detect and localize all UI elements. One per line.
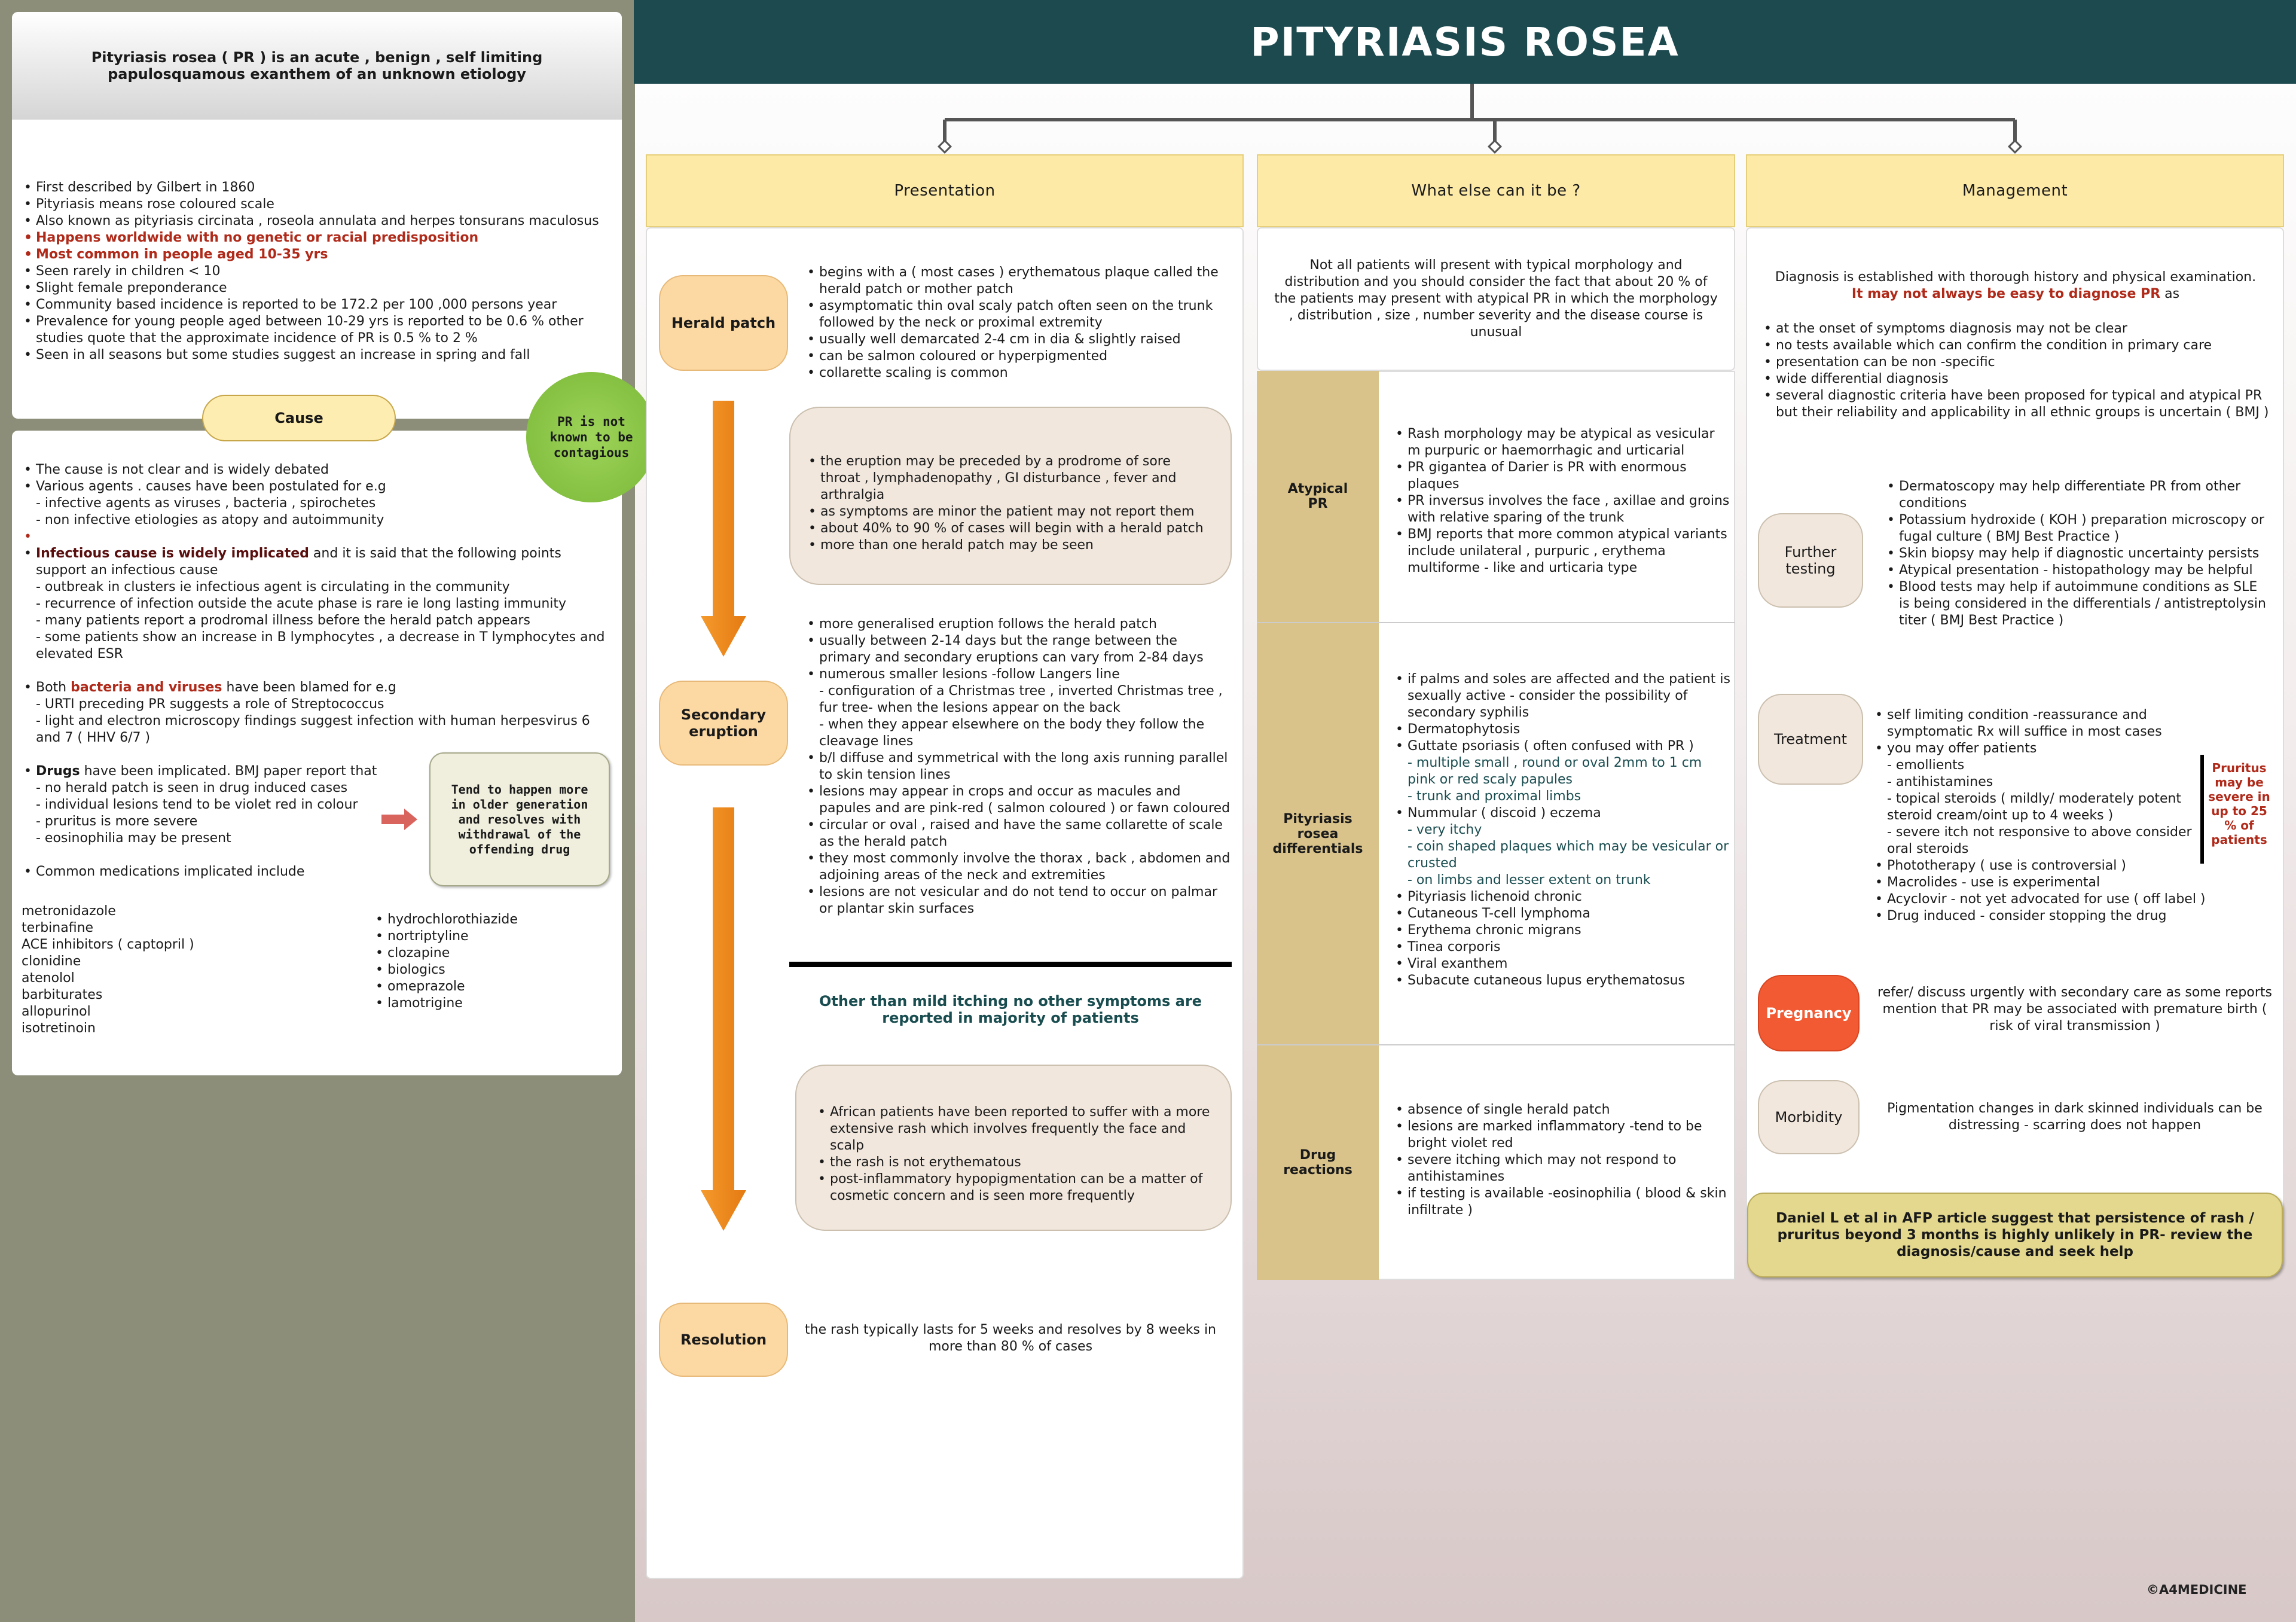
diagnosis-list [1764, 321, 2278, 421]
drug-item: • omeprazole [387, 978, 518, 995]
secondary-item: • lesions are not vesicular and do not tend to occur on palmar or plantar skin surfaces [819, 884, 1231, 917]
treatment-item: • Macrolides - use is experimental [1887, 874, 2210, 891]
testing-list [1887, 478, 2270, 629]
cause-infectious [36, 545, 610, 579]
atypical-item: • PR inversus involves the face , axillae and groins with relative sparing of the trunk [1407, 493, 1730, 526]
drug-reactions-label: Drug reactions [1283, 1148, 1352, 1178]
older-generation-note [429, 752, 610, 886]
older-note-text: Tend to happen more in older generation and resolves with withdrawal of the offending drug [451, 782, 588, 856]
right-arrow-icon [380, 807, 419, 831]
copyright-text: ©A4MEDICINE [2147, 1583, 2247, 1597]
morbidity-text-content: Pigmentation changes in dark skinned individuals can be distressing - scarring does not happen [1887, 1101, 2263, 1133]
atypical-item: • BMJ reports that more common atypical variants include unilateral , purpuric , erythema multiforme - like and urticaria type [1407, 526, 1730, 577]
cause-subitem: - eosinophilia may be present [36, 831, 231, 846]
cause-subitem: - no herald patch is seen in drug induced cases [36, 780, 348, 795]
pr-differentials-cell [1257, 623, 1379, 1044]
page-title: PITYRIASIS ROSEA [1250, 19, 1680, 65]
further-testing-label: Further testing [1784, 544, 1837, 577]
secondary-item: • circular or oval , raised and have the same collarette of scale as the herald patch [819, 817, 1231, 850]
management-header-label: Management [1962, 182, 2068, 200]
drug-item: terbinafine [22, 920, 94, 935]
morbidity-text [1877, 1100, 2272, 1134]
drug-reaction-item: • absence of single herald patch [1407, 1102, 1730, 1118]
prodrome-callout [789, 407, 1232, 585]
prodrome-item: • the eruption may be preceded by a prodrome of sore throat , lymphadenopathy , GI disturbance , fever and arthralgia [820, 453, 1213, 504]
differentials-intro-text: Not all patients will present with typical morphology and distribution and you should consider the fact that about 20 % of the patients may present with atypical PR in which the morphology , distribution , size , number severity and the disease course is unusual [1274, 258, 1718, 340]
title-bar [634, 0, 2296, 84]
cause-subitem: - individual lesions tend to be violet red in colour [36, 797, 358, 812]
intro-item-highlight: • Most common in people aged 10-35 yrs [36, 246, 610, 263]
differential-item: - coin shaped plaques which may be vesicular or crusted [1407, 839, 1729, 871]
pruritus-note-text: Pruritus may be severe in up to 25 % of patients [2208, 761, 2270, 847]
diagnosis-item: • several diagnostic criteria have been proposed for typical and atypical PR but their reliability and applicability in all ethnic groups is uncertain ( BMJ ) [1776, 388, 2278, 421]
treatment-list [1875, 707, 2210, 925]
treatment-item: - severe itch not responsive to above consider oral steroids [1887, 825, 2192, 856]
differential-item: • Viral exanthem [1407, 956, 1730, 972]
african-callout [795, 1065, 1232, 1231]
intro-heading: Pityriasis rosea ( PR ) is an acute , benign , self limiting papulosquamous exanthem of an unknown etiology [91, 49, 543, 83]
treatment-item: • Phototherapy ( use is controversial ) [1887, 858, 2210, 874]
cause-spacer [36, 529, 610, 545]
intro-item: • First described by Gilbert in 1860 [36, 179, 610, 196]
drug-reactions-list [1396, 1102, 1730, 1219]
prodrome-item: • about 40% to 90 % of cases will begin with a herald patch [820, 520, 1213, 537]
infectious-text: and it is said that the following points support an infectious cause [36, 546, 561, 578]
secondary-item: • numerous smaller lesions -follow Langers line [819, 666, 1231, 683]
further-testing-label-box [1758, 513, 1863, 608]
testing-item: • Dermatoscopy may help differentiate PR from other conditions [1899, 478, 2270, 512]
herald-item: • usually well demarcated 2-4 cm in dia & slightly raised [819, 331, 1226, 348]
differential-item: • Tinea corporis [1407, 939, 1730, 956]
diagnosis-line-2 [1755, 286, 2276, 303]
intro-item: • Slight female preponderance [36, 280, 610, 297]
bacteria-highlight: bacteria and viruses [71, 680, 222, 695]
differential-item: - very itchy [1407, 822, 1482, 837]
title-connectors [634, 84, 2296, 156]
drug-item: ACE inhibitors ( captopril ) [22, 937, 194, 952]
diagnosis-item: • no tests available which can confirm the condition in primary care [1776, 337, 2278, 354]
intro-item: • Pityriasis means rose coloured scale [36, 196, 610, 213]
pregnancy-label-box [1758, 975, 1860, 1051]
secondary-eruption-label: Secondary eruption [680, 706, 767, 740]
pr-differentials-label: Pityriasis rosea differentials [1272, 811, 1363, 856]
pregnancy-text-content: refer/ discuss urgently with secondary care as some reports mention that PR may be associated with premature birth ( risk of viral transmission ) [1877, 985, 2272, 1033]
copyright [2147, 1583, 2247, 1597]
prodrome-item: • as symptoms are minor the patient may not report them [820, 504, 1213, 520]
african-item: • post-inflammatory hypopigmentation can be a matter of cosmetic concern and is seen more frequently [830, 1171, 1213, 1205]
intro-item: • Community based incidence is reported to be 172.2 per 100 ,000 persons year [36, 297, 610, 313]
daniel-note [1747, 1193, 2283, 1278]
intro-heading-band [12, 12, 622, 120]
management-header [1746, 154, 2284, 227]
differential-item: • Dermatophytosis [1407, 721, 1730, 738]
atypical-pr-cell [1257, 371, 1379, 622]
intro-list [24, 179, 610, 364]
cause-spacer [36, 663, 610, 679]
intro-item: • Seen rarely in children < 10 [36, 263, 610, 280]
cause-subitem: - some patients show an increase in B lymphocytes , a decrease in T lymphocytes and elevated ESR [36, 630, 605, 661]
differential-item: • Pityriasis lichenoid chronic [1407, 889, 1730, 905]
differential-item: • Nummular ( discoid ) eczema [1407, 805, 1730, 822]
intro-item-highlight: • Happens worldwide with no genetic or racial predisposition [36, 230, 610, 246]
drug-reaction-item: • lesions are marked inflammatory -tend to be bright violet red [1407, 1118, 1730, 1152]
drugs-column-1 [22, 903, 194, 1037]
down-arrow-icon [700, 807, 747, 1232]
differential-item: - on limbs and lesser extent on trunk [1407, 873, 1651, 888]
herald-item: • asymptomatic thin oval scaly patch often seen on the trunk followed by the neck or proximal extremity [819, 298, 1226, 331]
cause-pill [202, 395, 396, 441]
drug-item: • biologics [387, 962, 518, 978]
morbidity-label-box [1758, 1080, 1860, 1154]
treatment-item: • you may offer patients [1887, 740, 2210, 757]
secondary-subitem: - configuration of a Christmas tree , inverted Christmas tree , fur tree- when the lesions appear on the back [819, 684, 1223, 715]
differentials-intro-panel [1257, 227, 1735, 371]
diagnosis-line: Diagnosis is established with thorough history and physical examination. [1775, 270, 2257, 285]
treatment-label-box [1758, 694, 1863, 785]
cause-subitem: - infective agents as viruses , bacteria , spirochetes [36, 496, 376, 511]
diagnosis-as: as [2160, 286, 2180, 301]
treatment-item: - topical steroids ( mildly/ moderately potent steroid cream/oint up to 4 weeks ) [1887, 791, 2182, 823]
drug-item: allopurinol [22, 1004, 91, 1019]
resolution-text-content: the rash typically lasts for 5 weeks and resolves by 8 weeks in more than 80 % of cases [805, 1322, 1216, 1354]
drugs-text: have been implicated. BMJ paper report that [80, 764, 377, 779]
cause-item: • The cause is not clear and is widely debated [36, 462, 610, 478]
differential-item: • Cutaneous T-cell lymphoma [1407, 905, 1730, 922]
diagnosis-warning: It may not always be easy to diagnose PR [1851, 286, 2161, 301]
cause-subitem: - pruritus is more severe [36, 814, 198, 829]
secondary-item: • lesions may appear in crops and occur as macules and papules and are pink-red ( salmon coloured ) or fawn coloured [819, 783, 1231, 817]
prodrome-item: • more than one herald patch may be seen [820, 537, 1213, 554]
differential-item: - multiple small , round or oval 2mm to 1 cm pink or red scaly papules [1407, 755, 1702, 787]
secondary-list [807, 616, 1231, 917]
cause-subitem: - outbreak in clusters ie infectious agent is circulating in the community [36, 580, 510, 594]
cause-subitem: - light and electron microscopy findings suggest infection with human herpesvirus 6 and 7 ( HHV 6/7 ) [36, 714, 590, 745]
herald-patch-label: Herald patch [671, 315, 776, 331]
african-item: • the rash is not erythematous [830, 1154, 1213, 1171]
secondary-eruption-label-box [659, 681, 788, 766]
herald-list [807, 264, 1226, 382]
treatment-label: Treatment [1773, 731, 1848, 748]
down-arrow-icon [700, 401, 747, 658]
cause-bacteria [36, 679, 610, 696]
not-contagious-text: PR is not known to be contagious [549, 414, 633, 460]
infectious-highlight: Infectious cause is widely implicated [36, 546, 309, 561]
diagnosis-item: • presentation can be non -specific [1776, 354, 2278, 371]
drug-reaction-item: • if testing is available -eosinophilia ( blood & skin infiltrate ) [1407, 1185, 1730, 1219]
bacteria-prefix: Both [36, 680, 71, 695]
testing-item: • Potassium hydroxide ( KOH ) preparation microscopy or fugal culture ( BMJ Best Practice ) [1899, 512, 2270, 545]
african-item: • African patients have been reported to suffer with a more extensive rash which involves frequently the face and scalp [830, 1104, 1213, 1154]
drug-item: • hydrochlorothiazide [387, 911, 518, 928]
pruritus-note [2206, 761, 2272, 847]
prodrome-list [808, 453, 1213, 554]
differentials-list [1396, 671, 1730, 989]
testing-item: • Skin biopsy may help if diagnostic uncertainty persists [1899, 545, 2270, 562]
differentials-header-label: What else can it be ? [1411, 182, 1581, 200]
atypical-item: • Rash morphology may be atypical as vesicular m purpuric or haemorrhagic and urticarial [1407, 426, 1730, 459]
drug-item: • nortriptyline [387, 928, 518, 945]
pruritus-bracket [2200, 755, 2204, 864]
differential-item: • Guttate psoriasis ( often confused with PR ) [1407, 738, 1730, 755]
bacteria-suffix: have been blamed for e.g [222, 680, 396, 695]
divider [789, 962, 1232, 967]
differentials-header [1257, 154, 1735, 227]
atypical-list [1396, 426, 1730, 577]
testing-item: • Atypical presentation - histopathology may be helpful [1899, 562, 2270, 579]
diagnosis-text [1755, 269, 2276, 303]
drug-item: metronidazole [22, 904, 116, 919]
treatment-item: • self limiting condition -reassurance and symptomatic Rx will suffice in most cases [1887, 707, 2210, 740]
differential-item: • Erythema chronic migrans [1407, 922, 1730, 939]
cause-subitem: - URTI preceding PR suggests a role of Streptococcus [36, 697, 384, 712]
daniel-note-text: Daniel L et al in AFP article suggest that persistence of rash / pruritus beyond 3 months is highly unlikely in PR- review the diagnosis/cause and seek help [1776, 1211, 2254, 1260]
intro-item: • Also known as pityriasis circinata , roseola annulata and herpes tonsurans maculosus [36, 213, 610, 230]
drug-item: barbiturates [22, 987, 103, 1002]
intro-card [12, 12, 622, 419]
cause-subitem: - many patients report a prodromal illness before the herald patch appears [36, 613, 530, 628]
pregnancy-label: Pregnancy [1766, 1005, 1852, 1022]
drugs-column-2 [375, 911, 518, 1012]
drug-item: atenolol [22, 971, 75, 986]
morbidity-label: Morbidity [1775, 1109, 1843, 1126]
atypical-pr-label: Atypical PR [1287, 481, 1348, 511]
drug-item: clonidine [22, 954, 81, 969]
herald-item: • begins with a ( most cases ) erythematous plaque called the herald patch or mother patch [819, 264, 1226, 298]
atypical-item: • PR gigantea of Darier is PR with enormous plaques [1407, 459, 1730, 493]
drug-item: • clozapine [387, 945, 518, 962]
african-list [818, 1104, 1213, 1205]
drug-item: • lamotrigine [387, 995, 518, 1012]
presentation-header [646, 154, 1244, 227]
secondary-item: • more generalised eruption follows the herald patch [819, 616, 1231, 633]
drug-item: isotretinoin [22, 1021, 96, 1036]
secondary-item: • b/l diffuse and symmetrical with the long axis running parallel to skin tension lines [819, 750, 1231, 783]
differential-item: • Subacute cutaneous lupus erythematosus [1407, 972, 1730, 989]
cause-item: • Common medications implicated include [36, 864, 610, 880]
treatment-item: - emollients [1887, 758, 1965, 773]
herald-patch-label-box [659, 275, 788, 371]
cause-item: • Various agents . causes have been postulated for e.g [36, 478, 610, 495]
treatment-item: • Acyclovir - not yet advocated for use ( off label ) [1887, 891, 2210, 908]
intro-item: • Prevalence for young people aged between 10-29 yrs is reported to be 0.6 % other studies quote that the approximate incidence of PR is 0.5 % to 2 % [36, 313, 610, 347]
diagnosis-item: • wide differential diagnosis [1776, 371, 2278, 388]
itching-note [789, 993, 1232, 1026]
secondary-subitem: - when they appear elsewhere on the body they follow the cleavage lines [819, 717, 1205, 749]
diagnosis-item: • at the onset of symptoms diagnosis may not be clear [1776, 321, 2278, 337]
itching-note-text: Other than mild itching no other symptoms are reported in majority of patients [819, 993, 1202, 1026]
herald-item: • collarette scaling is common [819, 365, 1226, 382]
cause-subitem: - recurrence of infection outside the acute phase is rare ie long lasting immunity [36, 596, 567, 611]
resolution-text [801, 1322, 1220, 1355]
treatment-item: • Drug induced - consider stopping the drug [1887, 908, 2210, 925]
secondary-item: • usually between 2-14 days but the range between the primary and secondary eruptions can vary from 2-84 days [819, 633, 1231, 666]
secondary-item: • they most commonly involve the thorax , back , abdomen and adjoining areas of the neck and extremities [819, 850, 1231, 884]
presentation-header-label: Presentation [894, 182, 996, 200]
resolution-label-box [659, 1303, 788, 1377]
cause-subitem: - non infective etiologies as atopy and autoimmunity [36, 513, 384, 528]
drugs-highlight: Drugs [36, 764, 80, 779]
resolution-label: Resolution [680, 1331, 767, 1348]
differential-item: • if palms and soles are affected and the patient is sexually active - consider the possibility of secondary syphilis [1407, 671, 1730, 721]
cause-label: Cause [274, 410, 323, 426]
not-contagious-circle [526, 372, 657, 502]
drug-reactions-cell [1257, 1045, 1379, 1280]
differential-item: - trunk and proximal limbs [1407, 789, 1581, 804]
intro-item: • Seen in all seasons but some studies suggest an increase in spring and fall [36, 347, 610, 364]
testing-item: • Blood tests may help if autoimmune conditions as SLE is being considered in the differentials / antistreptolysin titer ( BMJ Best Practice ) [1899, 579, 2270, 629]
herald-item: • can be salmon coloured or hyperpigmented [819, 348, 1226, 365]
treatment-item: - antihistamines [1887, 775, 1993, 789]
pregnancy-text [1877, 984, 2272, 1035]
drug-reaction-item: • severe itching which may not respond to antihistamines [1407, 1152, 1730, 1185]
